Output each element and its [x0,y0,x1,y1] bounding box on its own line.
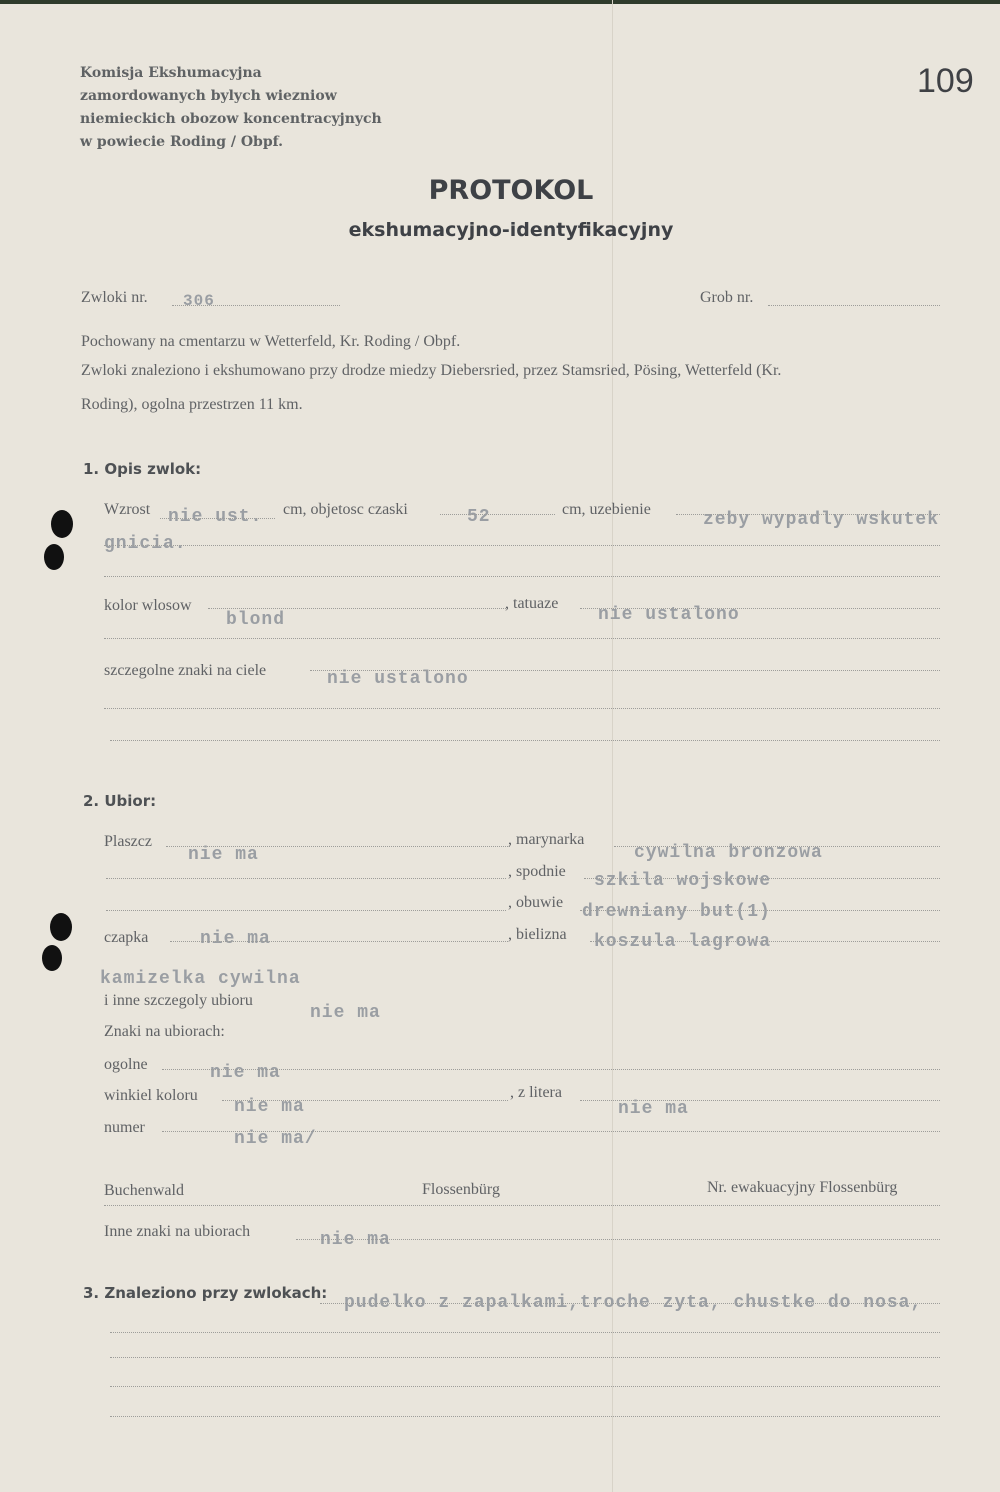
tattoo-label: , tatuaze [505,595,559,612]
punch-hole [44,544,64,570]
body-marks-line [310,670,940,671]
burial-place-text: Pochowany na cmentarzu w Wetterfeld, Kr. Roding / Obpf. [81,333,461,350]
ogolne-value: nie ma [210,1063,281,1083]
blank-line [110,740,940,741]
zwloki-label: Zwloki nr. [81,289,148,306]
numer-label: numer [104,1119,145,1136]
uzebienie-line [676,514,940,515]
top-border [0,0,1000,4]
bielizna-value: koszula lagrowa [594,932,772,952]
found-location-line-2: Roding), ogolna przestrzen 11 km. [81,396,303,413]
blank-line [104,708,940,709]
spodnie-line [584,878,940,879]
blank-line [104,638,940,639]
uzebienie-label: cm, uzebienie [562,501,651,518]
found-location-line-1: Zwloki znaleziono i ekshumowano przy drodze miedzy Diebersried, przez Stamsried, Pösing, Wetterfeld (Kr. [81,362,782,379]
litera-label: , z litera [510,1084,562,1101]
header-line-2: zamordowanych bylych wiezniow [80,88,337,104]
spodnie-value: szkila wojskowe [594,871,772,891]
litera-line [580,1100,940,1101]
section-2-heading: 2. Ubior: [83,792,157,810]
other-marks-value: nie ma [320,1230,391,1250]
tattoo-value: nie ustalono [598,605,740,625]
spodnie-label: , spodnie [508,863,566,880]
evacuation-number-label: Nr. ewakuacyjny Flossenbürg [707,1179,898,1196]
bielizna-line [590,941,940,942]
other-marks-label: Inne znaki na ubiorach [104,1223,251,1240]
header-line-3: niemieckich obozow koncentracyjnych [80,111,382,127]
flossenburg-label: Flossenbürg [422,1181,500,1198]
czapka-label: czapka [104,929,149,946]
hair-color-label: kolor wlosow [104,597,192,614]
blank-line [106,878,506,879]
winkiel-line [222,1100,508,1101]
czaska-line [440,514,555,515]
blank-line [110,1357,940,1358]
uzebienie-value-cont: gnicia. [104,534,187,554]
header-line-1: Komisja Ekshumacyjna [80,65,262,81]
zwloki-number: 306 [183,292,215,310]
page-number: 109 [917,62,974,100]
header-line-4: w powiecie Roding / Obpf. [80,134,284,150]
uzebienie-value: zeby wypadly wskutek [703,510,940,530]
found-items-line [320,1303,940,1304]
marynarka-line [614,846,940,847]
wzrost-line [160,518,275,519]
wzrost-label: Wzrost [104,501,151,518]
blank-line [104,1205,940,1206]
blank-line [106,910,506,911]
commission-header [80,62,382,154]
section-1-heading: 1. Opis zwlok: [83,460,202,478]
found-items-value: pudelko z zapalkami,troche zyta, chustke do nosa, [344,1293,923,1313]
czapka-line [170,941,508,942]
winkiel-value: nie ma [234,1097,305,1117]
blank-line [110,1332,940,1333]
litera-value: nie ma [618,1099,689,1119]
inne-szczegoly-label: i inne szczegoly ubioru [104,992,253,1009]
winkiel-label: winkiel koloru [104,1087,198,1104]
obuwie-label: , obuwie [508,894,564,911]
section-3-heading: 3. Znaleziono przy zwlokach: [83,1284,328,1302]
grob-label: Grob nr. [700,289,754,306]
blank-line [110,1386,940,1387]
blank-line [110,1416,940,1417]
zwloki-line [172,305,340,306]
czapka-value: nie ma [200,929,271,949]
marynarka-label: , marynarka [508,831,585,848]
body-marks-value: nie ustalono [327,669,469,689]
document-title: PROTOKOL [428,175,594,206]
plaszcz-line [166,846,510,847]
buchenwald-label: Buchenwald [104,1182,184,1199]
wzrost-value: nie ust. [168,507,263,527]
clothing-marks-label: Znaki na ubiorach: [104,1023,225,1040]
document-subtitle: ekshumacyjno-identyfikacyjny [348,219,674,241]
inne-szczegoly-value: nie ma [310,1003,381,1023]
plaszcz-value: nie ma [188,845,259,865]
bielizna-label: , bielizna [508,926,567,943]
tattoo-line [580,608,940,609]
numer-line [162,1131,940,1132]
hair-color-line [208,608,508,609]
punch-hole [42,945,62,971]
obuwie-line [580,910,940,911]
extra-clothing-value: kamizelka cywilna [100,969,301,989]
marynarka-value: cywilna bronzowa [634,843,823,863]
hair-color-value: blond [226,610,286,630]
other-marks-line [296,1239,940,1240]
czaska-value: 52 [467,507,491,527]
blank-line [104,576,940,577]
plaszcz-label: Plaszcz [104,833,152,850]
blank-line [104,545,940,546]
czaska-label: cm, objetosc czaski [283,501,408,518]
numer-value: nie ma/ [234,1129,317,1149]
ogolne-line [162,1069,940,1070]
body-marks-label: szczegolne znaki na ciele [104,662,267,679]
obuwie-value: drewniany but(1) [582,902,771,922]
grob-line [768,305,940,306]
punch-hole [50,913,72,941]
ogolne-label: ogolne [104,1056,148,1073]
punch-hole [51,510,73,538]
